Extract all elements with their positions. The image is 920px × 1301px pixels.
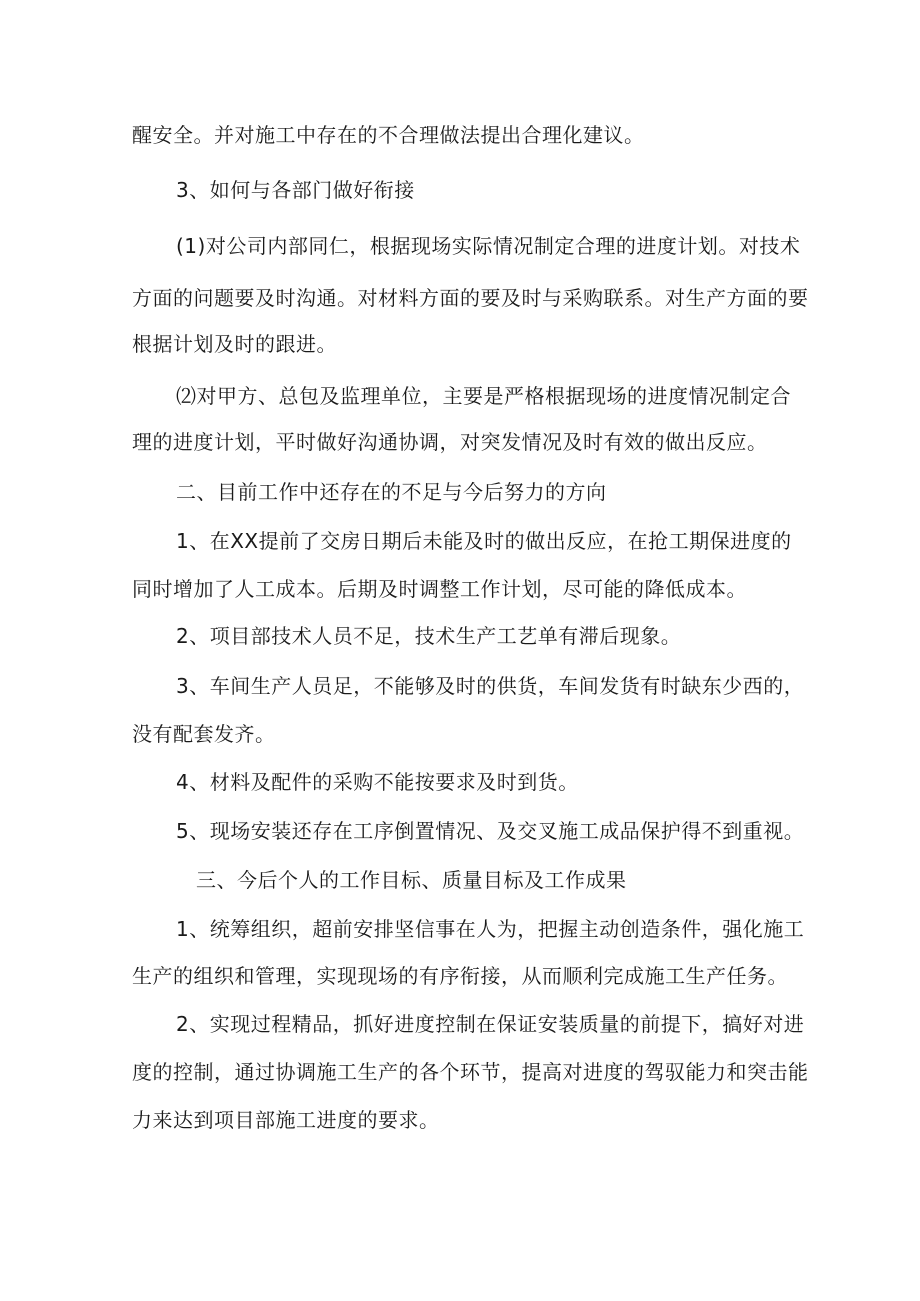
text-line: 5、现场安装还存在工序倒置情况、及交叉施工成品保护得不到重视。 — [176, 819, 805, 843]
text-line: 2、项目部技术人员不足，技术生产工艺单有滞后现象。 — [176, 624, 682, 648]
text-line: 力来达到项目部施工进度的要求。 — [132, 1108, 440, 1132]
text-line: 没有配套发齐。 — [132, 722, 276, 746]
section-heading: 3、如何与各部门做好衔接 — [176, 178, 415, 202]
section-heading: 二、目前工作中还存在的不足与今后努力的方向 — [176, 480, 607, 504]
text-line: 醒安全。并对施工中存在的不合理做法提出合理化建议。 — [132, 123, 645, 147]
text-line: 3、车间生产人员足，不能够及时的供货，车间发货有时缺东少西的， — [176, 674, 805, 698]
text-line: 1、统筹组织，超前安排坚信事在人为，把握主动创造条件，强化施工 — [176, 917, 805, 941]
text-line: 2、实现过程精品，抓好进度控制在保证安装质量的前提下，搞好对进 — [176, 1012, 805, 1036]
text-line: 根据计划及时的跟进。 — [132, 332, 337, 356]
section-heading: 三、今后个人的工作目标、质量目标及工作成果 — [196, 868, 627, 892]
text-line: 1、在XX提前了交房日期后未能及时的做出反应，在抢工期保进度的 — [176, 529, 792, 553]
text-line: 方面的问题要及时沟通。对材料方面的要及时与采购联系。对生产方面的要 — [132, 286, 809, 310]
text-line: 同时增加了人工成本。后期及时调整工作计划，尽可能的降低成本。 — [132, 577, 747, 601]
text-line: 生产的组织和管理，实现现场的有序衔接，从而顺利完成施工生产任务。 — [132, 964, 788, 988]
text-line: 4、材料及配件的采购不能按要求及时到货。 — [176, 770, 579, 794]
text-line: (1)对公司内部同仁，根据现场实际情况制定合理的进度计划。对技术 — [176, 234, 801, 258]
text-line: ⑵对甲方、总包及监理单位，主要是严格根据现场的进度情况制定合 — [176, 384, 791, 408]
text-line: 度的控制，通过协调施工生产的各个环节，提高对进度的驾驭能力和突击能 — [132, 1060, 809, 1084]
text-line: 理的进度计划，平时做好沟通协调，对突发情况及时有效的做出反应。 — [132, 430, 768, 454]
